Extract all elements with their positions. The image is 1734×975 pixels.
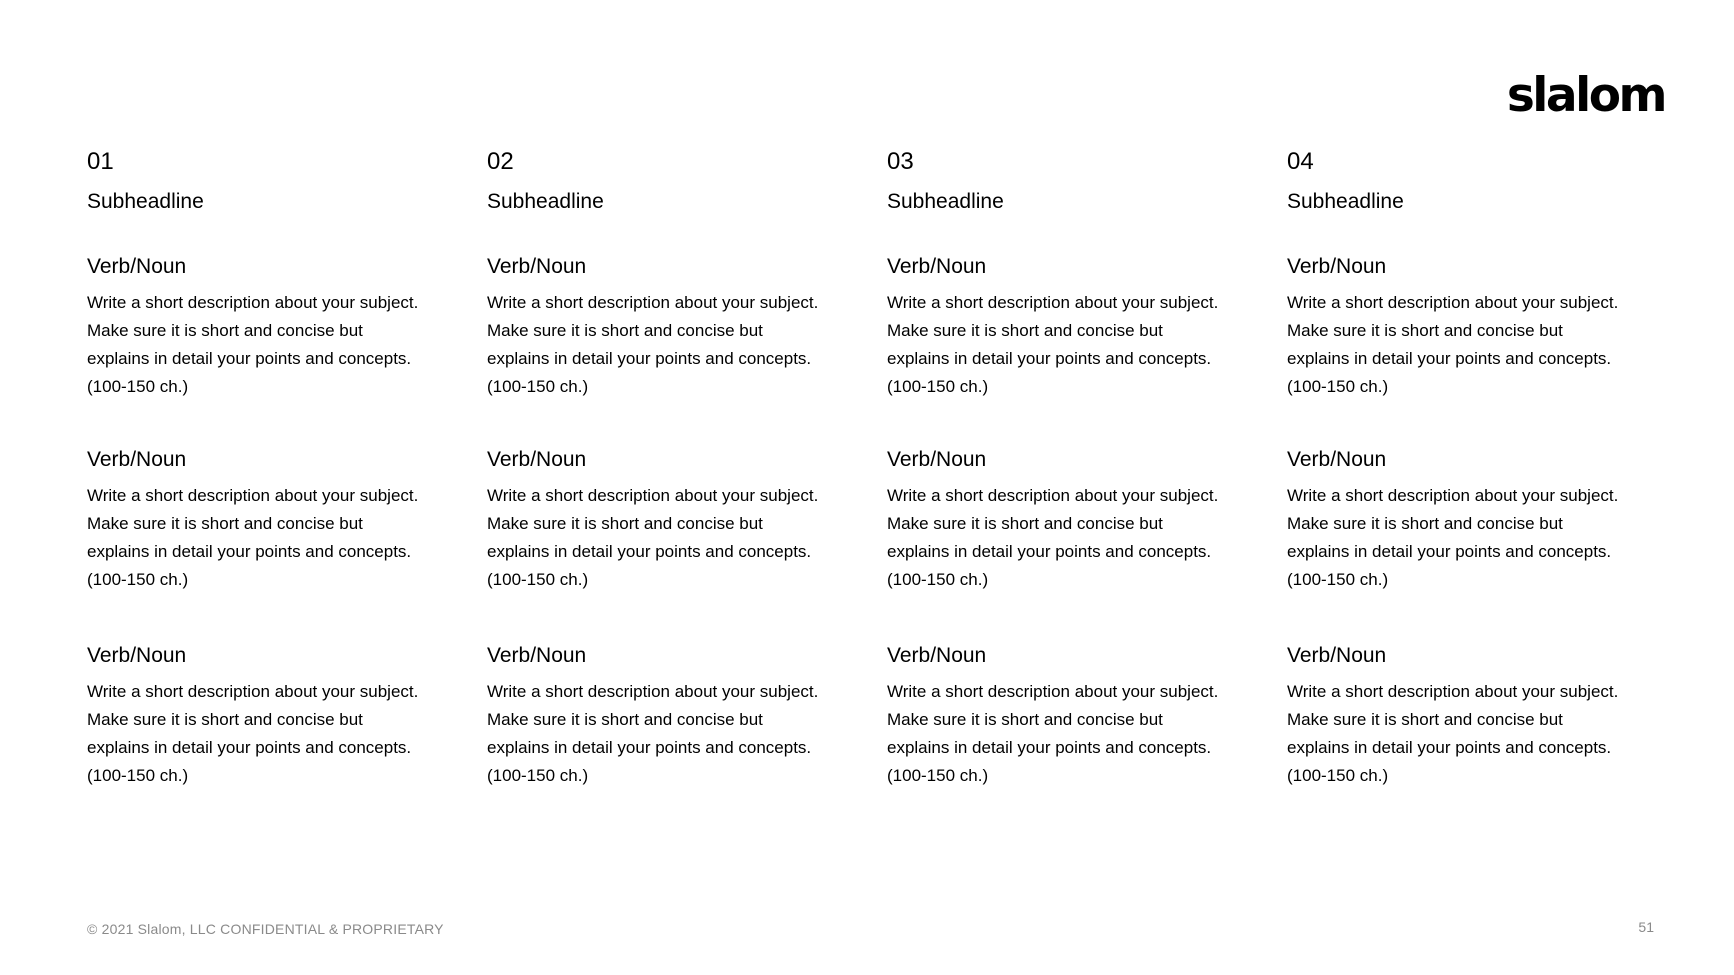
slalom-logo: slalom [1506, 68, 1665, 123]
column-number: 01 [87, 148, 114, 175]
description-line: explains in detail your points and concepts. [87, 349, 412, 368]
block-description [87, 289, 467, 401]
description-line: explains in detail your points and concepts. [87, 738, 412, 757]
column-subheadline: Subheadline [487, 190, 604, 213]
description-line: (100-150 ch.) [1287, 377, 1389, 396]
block-heading: Verb/Noun [487, 644, 587, 667]
description-line: Make sure it is short and concise but [87, 710, 363, 729]
column-subheadline: Subheadline [87, 190, 204, 213]
content-block [887, 447, 1267, 594]
description-line: Make sure it is short and concise but [487, 321, 763, 340]
description-line: (100-150 ch.) [887, 377, 989, 396]
block-heading: Verb/Noun [487, 448, 587, 471]
block-heading: Verb/Noun [1287, 448, 1387, 471]
page-number: 51 [1638, 919, 1654, 935]
description-line: explains in detail your points and concepts. [87, 542, 412, 561]
description-line: Write a short description about your subject. [887, 293, 1219, 312]
description-line: Make sure it is short and concise but [1287, 321, 1563, 340]
description-line: explains in detail your points and concepts. [887, 738, 1212, 757]
content-block [1287, 643, 1667, 790]
description-line: explains in detail your points and concepts. [487, 738, 812, 757]
description-line: Write a short description about your subject. [1287, 486, 1619, 505]
description-line: Write a short description about your subject. [887, 682, 1219, 701]
column-number: 02 [487, 148, 514, 175]
block-description [487, 289, 867, 401]
content-block [87, 643, 467, 790]
description-line: explains in detail your points and concepts. [487, 349, 812, 368]
block-description [1287, 482, 1667, 594]
footer-copyright: © 2021 Slalom, LLC CONFIDENTIAL & PROPRIETARY [87, 921, 444, 937]
content-block [1287, 447, 1667, 594]
description-line: Write a short description about your subject. [87, 486, 419, 505]
block-heading: Verb/Noun [87, 255, 187, 278]
block-description [87, 482, 467, 594]
description-line: Make sure it is short and concise but [487, 710, 763, 729]
block-description [887, 678, 1267, 790]
description-line: explains in detail your points and concepts. [487, 542, 812, 561]
content-block [1287, 254, 1667, 401]
column-subheadline: Subheadline [887, 190, 1004, 213]
block-heading: Verb/Noun [1287, 644, 1387, 667]
block-heading: Verb/Noun [1287, 255, 1387, 278]
description-line: (100-150 ch.) [1287, 766, 1389, 785]
content-block [87, 254, 467, 401]
description-line: (100-150 ch.) [87, 377, 189, 396]
content-block [887, 254, 1267, 401]
description-line: explains in detail your points and concepts. [1287, 542, 1612, 561]
block-description [87, 678, 467, 790]
column-4 [1287, 148, 1667, 785]
description-line: Make sure it is short and concise but [887, 710, 1163, 729]
block-heading: Verb/Noun [487, 255, 587, 278]
description-line: Make sure it is short and concise but [887, 514, 1163, 533]
content-block [487, 254, 867, 401]
description-line: (100-150 ch.) [87, 570, 189, 589]
description-line: Make sure it is short and concise but [87, 514, 363, 533]
description-line: Make sure it is short and concise but [1287, 710, 1563, 729]
block-heading: Verb/Noun [887, 255, 987, 278]
description-line: Write a short description about your subject. [487, 293, 819, 312]
description-line: Write a short description about your subject. [1287, 682, 1619, 701]
description-line: (100-150 ch.) [1287, 570, 1389, 589]
description-line: Write a short description about your subject. [1287, 293, 1619, 312]
block-heading: Verb/Noun [887, 448, 987, 471]
description-line: Write a short description about your subject. [487, 486, 819, 505]
block-heading: Verb/Noun [887, 644, 987, 667]
block-description [887, 289, 1267, 401]
content-block [87, 447, 467, 594]
block-description [487, 678, 867, 790]
content-block [487, 643, 867, 790]
description-line: explains in detail your points and concepts. [887, 349, 1212, 368]
description-line: (100-150 ch.) [87, 766, 189, 785]
content-block [887, 643, 1267, 790]
block-description [887, 482, 1267, 594]
description-line: Write a short description about your subject. [887, 486, 1219, 505]
description-line: Make sure it is short and concise but [1287, 514, 1563, 533]
description-line: explains in detail your points and concepts. [1287, 738, 1612, 757]
column-2 [487, 148, 867, 785]
description-line: Make sure it is short and concise but [887, 321, 1163, 340]
description-line: Make sure it is short and concise but [487, 514, 763, 533]
column-subheadline: Subheadline [1287, 190, 1404, 213]
description-line: (100-150 ch.) [487, 570, 589, 589]
column-number: 04 [1287, 148, 1314, 175]
block-heading: Verb/Noun [87, 448, 187, 471]
column-number: 03 [887, 148, 914, 175]
block-heading: Verb/Noun [87, 644, 187, 667]
description-line: explains in detail your points and concepts. [887, 542, 1212, 561]
description-line: explains in detail your points and concepts. [1287, 349, 1612, 368]
column-3 [887, 148, 1267, 785]
description-line: Make sure it is short and concise but [87, 321, 363, 340]
description-line: (100-150 ch.) [887, 570, 989, 589]
description-line: (100-150 ch.) [887, 766, 989, 785]
block-description [1287, 678, 1667, 790]
column-1 [87, 148, 467, 785]
block-description [487, 482, 867, 594]
description-line: (100-150 ch.) [487, 377, 589, 396]
description-line: Write a short description about your subject. [487, 682, 819, 701]
block-description [1287, 289, 1667, 401]
description-line: (100-150 ch.) [487, 766, 589, 785]
description-line: Write a short description about your subject. [87, 293, 419, 312]
description-line: Write a short description about your subject. [87, 682, 419, 701]
content-block [487, 447, 867, 594]
